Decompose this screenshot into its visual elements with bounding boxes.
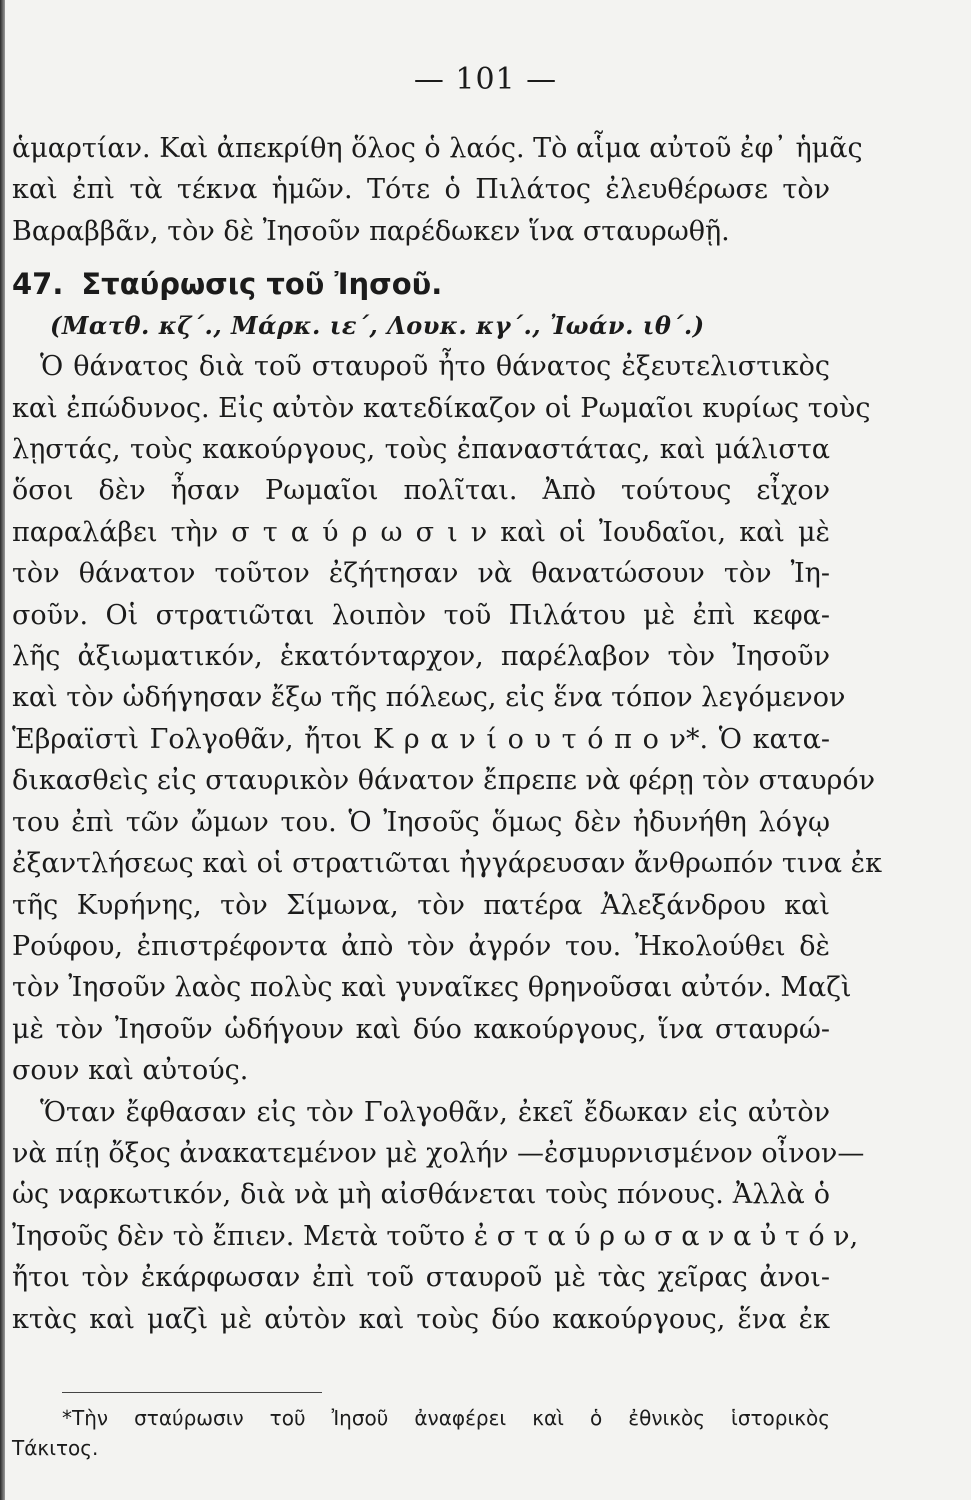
text-line: μὲ τὸν Ἰησοῦν ὡδήγουν καὶ δύο κακούργους, ἵνα σταυρώ- [12,1013,830,1045]
section-title: Σταύρωσις τοῦ Ἰησοῦ. [81,267,443,302]
text-line: κτὰς καὶ μαζὶ μὲ αὐτὸν καὶ τοὺς δύο κακούργους, ἕνα ἐκ [12,1303,830,1335]
text-line: σουν καὶ αὐτούς. [12,1055,249,1087]
page-edge [0,0,5,1500]
page-number: — 101 — [413,62,558,97]
text-line: ἤτοι τὸν ἐκάρφωσαν ἐπὶ τοῦ σταυροῦ μὲ τὰς χεῖρας ἀνοι- [12,1262,830,1294]
text-line: καὶ ἐπὶ τὰ τέκνα ἡμῶν. Τότε ὁ Πιλάτος ἐλευθέρωσε τὸν [12,174,830,206]
text-line: τὸν Ἰησοῦν λαὸς πολὺς καὶ γυναῖκες θρηνοῦσαι αὐτόν. Μαζὶ [12,972,852,1004]
footnote-line: *Τὴν σταύρωσιν τοῦ Ἰησοῦ ἀναφέρει καὶ ὁ ἐθνικὸς ἱστορικὸς [62,1406,830,1430]
text-line: Ἰησοῦς δὲν τὸ ἔπιεν. Μετὰ τοῦτο ἐ σ τ α ύ ρ ω σ α ν α ὐ τ ό ν, [12,1220,859,1252]
text-line: Ἑβραϊστὶ Γολγοθᾶν, ἤτοι Κ ρ α ν ί ο υ τ ό π ο ν*. Ὁ κατα- [12,723,830,755]
text-line: ὡς ναρκωτικόν, διὰ νὰ μὴ αἰσθάνεται τοὺς πόνους. Ἀλλὰ ὁ [12,1179,830,1211]
text-line: τὸν θάνατον τοῦτον ἐζήτησαν νὰ θανατώσουν τὸν Ἰη- [12,558,830,590]
text-line: νὰ πίῃ ὄξος ἀνακατεμένον μὲ χολήν —ἐσμυρνισμένον οἶνον— [12,1137,865,1169]
text-line: ἁμαρτίαν. Καὶ ἀπεκρίθη ὅλος ὁ λαός. Τὸ αἷμα αὐτοῦ ἐφ᾿ ἡμᾶς [12,133,863,164]
text-line: λῃστάς, τοὺς κακούργους, τοὺς ἐπαναστάτας, καὶ μάλιστα [12,434,830,466]
text-line: παραλάβει τὴν σ τ α ύ ρ ω σ ι ν καὶ οἱ Ἰουδαῖοι, καὶ μὲ [12,516,830,548]
scripture-references: (Ματθ. κζ΄., Μάρκ. ιε΄, Λουκ. κγ΄., Ἰωάν. ιθ΄.) [50,311,705,341]
text-line: ὅσοι δὲν ἦσαν Ρωμαῖοι πολῖται. Ἀπὸ τούτους εἶχον [12,475,830,507]
text-line: σοῦν. Οἱ στρατιῶται λοιπὸν τοῦ Πιλάτου μὲ ἐπὶ κεφα- [12,599,830,631]
footnote-divider [62,1392,322,1393]
footnote-line: Τάκιτος. [12,1436,99,1460]
text-line: καὶ τὸν ὡδήγησαν ἔξω τῆς πόλεως, εἰς ἕνα τόπον λεγόμενον [12,682,846,714]
text-line: λῆς ἀξιωματικόν, ἑκατόνταρχον, παρέλαβον τὸν Ἰησοῦν [12,641,830,673]
text-line: του ἐπὶ τῶν ὤμων του. Ὁ Ἰησοῦς ὅμως δὲν ἠδυνήθη λόγῳ [12,806,830,838]
text-line: Ὅταν ἔφθασαν εἰς τὸν Γολγοθᾶν, ἐκεῖ ἔδωκαν εἰς αὐτὸν [40,1096,830,1128]
text-line: ἐξαντλήσεως καὶ οἱ στρατιῶται ἠγγάρευσαν ἄνθρωπόν τινα ἐκ [12,848,882,880]
footnote [12,1403,830,1463]
text-line: Βαραββᾶν, τὸν δὲ Ἰησοῦν παρέδωκεν ἵνα σταυρωθῇ. [12,215,730,247]
body-text [12,128,882,1340]
text-line: δικασθεὶς εἰς σταυρικὸν θάνατον ἔπρεπε νὰ φέρῃ τὸν σταυρόν [12,765,876,797]
section-number: 47. [12,267,64,302]
text-line: Ὁ θάνατος διὰ τοῦ σταυροῦ ἦτο θάνατος ἐξευτελιστικὸς [40,351,830,383]
text-line: τῆς Κυρήνης, τὸν Σίμωνα, τὸν πατέρα Ἀλεξάνδρου καὶ [12,889,830,921]
text-line: Ρούφου, ἐπιστρέφοντα ἀπὸ τὸν ἀγρόν του. Ἠκολούθει δὲ [12,930,830,962]
text-line: καὶ ἐπώδυνος. Εἰς αὐτὸν κατεδίκαζον οἱ Ρωμαῖοι κυρίως τοὺς [12,392,871,424]
section-heading [12,262,830,306]
